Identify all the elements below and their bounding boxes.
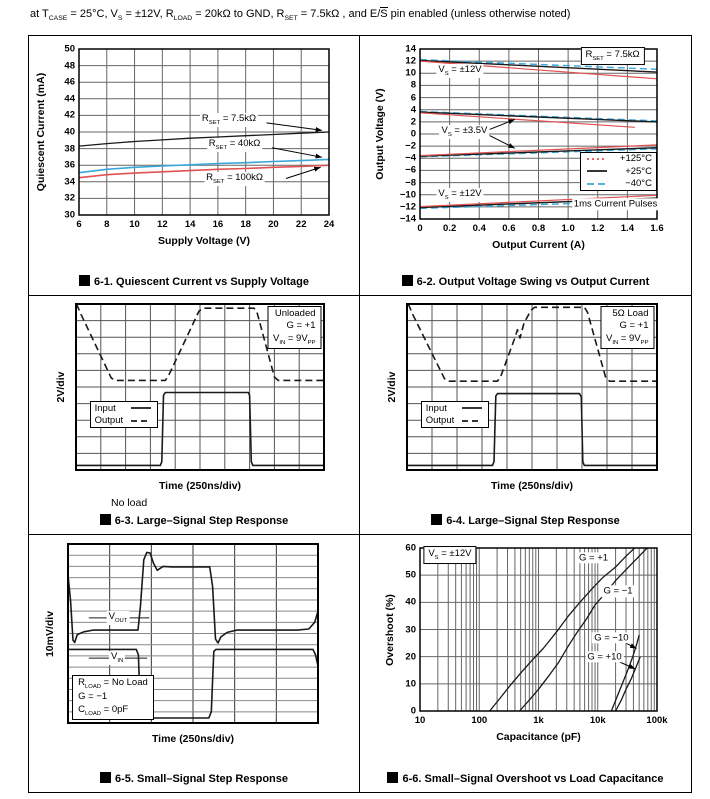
figure-6-3-caption — [29, 514, 359, 527]
figure-6-2-caption-text: 6-2. Output Voltage Swing vs Output Current — [416, 276, 650, 288]
x-tick-label: 10 — [414, 715, 426, 726]
y-tick-label: −12 — [399, 201, 416, 213]
figure-6-1-caption-text: 6-1. Quiescent Current vs Supply Voltage — [94, 276, 309, 288]
annotation-arrow — [267, 123, 323, 130]
x-axis-label: Time (250ns/div) — [158, 480, 242, 492]
x-tick-label: 10 — [129, 219, 140, 230]
figure-cell-6-6 — [360, 535, 691, 792]
legend-box — [580, 152, 657, 192]
y-tick-label: 44 — [64, 93, 75, 105]
x-tick-label: 12 — [157, 219, 168, 230]
legend-box — [421, 401, 489, 428]
y-tick-label: −6 — [405, 164, 416, 176]
figure-6-6-caption — [360, 772, 691, 785]
y-tick-label: 4 — [410, 104, 416, 116]
x-tick-label: 0.8 — [531, 223, 546, 234]
y-tick-label: 20 — [405, 651, 416, 663]
chart-note: No load — [111, 497, 148, 509]
annotation-label: G = −10 — [594, 631, 629, 643]
x-tick-label: 0.6 — [502, 223, 516, 234]
legend-entry — [581, 165, 656, 178]
annotation-label: $V_S = \pm 3.5V$ — [441, 125, 488, 139]
y-tick-label: −4 — [405, 152, 416, 164]
x-axis-label: Capacitance (pF) — [496, 731, 581, 743]
figure-glyph: 图 — [432, 514, 442, 524]
chart-6-3 — [29, 296, 359, 534]
y-axis-label: Output Voltage (V) — [374, 88, 386, 180]
legend-box — [90, 401, 158, 428]
annotation-label: $V_S = \pm 12V$ — [438, 64, 482, 78]
y-tick-label: 42 — [64, 109, 75, 121]
x-tick-label: 24 — [323, 219, 335, 230]
chart-6-5 — [29, 535, 359, 792]
annotation-arrow — [490, 119, 515, 129]
y-tick-label: 0 — [410, 128, 416, 140]
legend-entry-label: Output — [425, 415, 455, 427]
legend-entry-label: +25°C — [625, 165, 652, 177]
y-tick-label: 2 — [410, 116, 416, 128]
annotation-label: $V_{OUT}$ — [108, 610, 128, 624]
x-tick-label: 6 — [76, 219, 82, 230]
figure-cell-6-3 — [29, 296, 360, 535]
legend-entry — [581, 153, 656, 166]
x-tick-label: 18 — [240, 219, 251, 230]
y-tick-label: −2 — [405, 140, 416, 152]
chart-6-2 — [360, 36, 691, 295]
annotation-label: $V_S = \pm 12V$ — [438, 187, 482, 201]
figure-6-2-caption — [360, 275, 691, 288]
x-tick-label: 1.2 — [591, 223, 605, 234]
figure-cell-6-2 — [360, 36, 691, 296]
legend-line-sample — [585, 155, 609, 163]
test-conditions-header: at $T_{CASE} = 25^\circ C$, $V_S = \pm 12V$, $R_{LOAD} = 20k\Omega$ to GND, $R_{SET} = 7.5k\Omega$ , and E/S pin enabled (unless otherwise noted) — [30, 8, 571, 23]
y-tick-label: −14 — [399, 213, 416, 225]
y-tick-label: 0 — [410, 705, 416, 717]
y-tick-label: 14 — [405, 43, 416, 55]
figure-6-4-caption — [360, 514, 691, 527]
y-tick-label: 10 — [405, 67, 416, 79]
y-tick-label: 46 — [64, 76, 75, 88]
annotation-label: $V_{IN}$ — [111, 651, 124, 665]
y-tick-label: 8 — [410, 79, 416, 91]
x-axis-label: Supply Voltage (V) — [158, 235, 250, 247]
legend-entry-label: +125°C — [619, 153, 652, 165]
y-tick-label: 30 — [64, 209, 75, 221]
y-tick-label: 36 — [64, 159, 75, 171]
legend-line-sample — [585, 180, 609, 188]
x-tick-label: 0.2 — [443, 223, 457, 234]
y-axis-label: 2V/div — [386, 371, 398, 403]
x-tick-label: 1k — [533, 715, 544, 726]
x-tick-label: 1.6 — [650, 223, 664, 234]
plot-6-6 — [420, 548, 657, 711]
y-tick-label: 30 — [405, 624, 416, 635]
legend-entry — [91, 402, 157, 415]
annotation-arrow — [272, 148, 322, 158]
legend-line-sample — [585, 167, 609, 175]
chart-6-6 — [360, 535, 691, 792]
y-tick-label: 50 — [405, 569, 416, 581]
series-RSET = 7.5kΩ — [79, 132, 329, 146]
figure-glyph: 图 — [80, 275, 90, 285]
annotation-label: G = +1 — [579, 551, 609, 563]
legend-line-sample — [460, 417, 484, 425]
figure-6-3-caption-text: 6-3. Large–Signal Step Response — [114, 515, 289, 527]
figures-table — [28, 35, 692, 793]
figure-cell-6-5 — [29, 535, 360, 792]
conditions-box: 5Ω Load G = +1 $V_{IN} = 9V_{PP}$ — [600, 306, 655, 349]
y-tick-label: −10 — [399, 189, 416, 201]
x-tick-label: 100 — [471, 715, 488, 726]
chart-6-1 — [29, 36, 359, 295]
figure-cell-6-1 — [29, 36, 360, 296]
annotation-label: $R_{SET} = 40k\Omega$ — [208, 138, 261, 152]
y-tick-label: 6 — [410, 92, 416, 104]
y-axis-label: 2V/div — [55, 371, 67, 403]
y-tick-label: 48 — [64, 60, 75, 72]
legend-entry — [422, 402, 488, 415]
legend-entry-label: Output — [94, 415, 124, 427]
y-tick-label: 40 — [64, 126, 75, 138]
figure-glyph: 图 — [100, 772, 110, 782]
legend-entry-label: Input — [425, 402, 447, 414]
x-axis-label: Time (250ns/div) — [151, 733, 235, 745]
y-axis-label: Quiescent Current (mA) — [35, 72, 47, 192]
annotation-label: G = +10 — [587, 650, 622, 662]
y-axis-label: 10mV/div — [44, 610, 56, 657]
figure-6-6-caption-text: 6-6. Small–Signal Overshoot vs Load Capacitance — [402, 773, 664, 785]
x-tick-label: 1.4 — [620, 223, 634, 234]
x-tick-label: 8 — [104, 219, 110, 230]
figure-6-1-caption — [29, 275, 359, 288]
y-tick-label: 50 — [64, 43, 75, 55]
x-tick-label: 16 — [212, 219, 224, 230]
legend-entry — [422, 415, 488, 428]
legend-entry-label: −40°C — [625, 178, 652, 190]
legend-line-sample — [460, 404, 484, 412]
x-tick-label: 0.4 — [472, 223, 486, 234]
conditions-box: Unloaded G = +1 $V_{IN} = 9V_{PP}$ — [267, 306, 322, 349]
y-tick-label: 40 — [405, 596, 416, 608]
y-tick-label: 12 — [405, 55, 416, 67]
figure-6-5-caption-text: 6-5. Small–Signal Step Response — [114, 773, 288, 785]
annotation-label: $R_{SET} = 100k\Omega$ — [206, 172, 263, 186]
x-tick-label: 14 — [184, 219, 196, 230]
legend-entry — [581, 178, 656, 191]
y-tick-label: 38 — [64, 143, 75, 155]
figure-glyph: 图 — [100, 514, 110, 524]
annotation-label: $R_{SET} = 7.5k\Omega$ — [201, 112, 257, 126]
conditions-box: $R_{LOAD} = No$ Load G = −1 $C_{LOAD} = 0pF$ — [72, 675, 154, 720]
legend-entry-label: Input — [94, 402, 116, 414]
x-axis-label: Output Current (A) — [492, 239, 585, 251]
legend-entry — [91, 415, 157, 428]
figure-cell-6-4 — [360, 296, 691, 535]
figure-glyph: 图 — [402, 275, 412, 285]
y-tick-label: 60 — [405, 542, 416, 554]
annotation-box: $R_{SET} = 7.5k\Omega$ — [580, 47, 644, 65]
x-axis-label: Time (250ns/div) — [490, 480, 574, 492]
x-tick-label: 10k — [589, 715, 606, 726]
legend-line-sample — [129, 417, 153, 425]
y-tick-label: −8 — [405, 177, 416, 189]
figure-glyph: 图 — [388, 772, 398, 782]
figure-6-4-caption-text: 6-4. Large–Signal Step Response — [446, 515, 620, 527]
x-tick-label: 100k — [646, 715, 668, 726]
y-axis-label: Overshoot (%) — [384, 593, 396, 666]
x-tick-label: 20 — [268, 219, 279, 230]
legend-line-sample — [129, 404, 153, 412]
y-tick-label: 10 — [405, 678, 416, 690]
y-tick-label: 32 — [64, 192, 75, 204]
chart-6-4 — [360, 296, 691, 534]
x-tick-label: 1.0 — [561, 223, 575, 234]
annotation-box: $V_S = \pm 12V$ — [423, 546, 476, 564]
annotation-arrow — [286, 167, 321, 178]
x-tick-label: 22 — [295, 219, 307, 230]
plot-6-1 — [79, 49, 329, 215]
x-tick-label: 0 — [417, 223, 423, 234]
annotation-label: G = −1 — [603, 585, 633, 597]
figure-6-5-caption — [29, 772, 359, 785]
y-tick-label: 34 — [64, 176, 75, 188]
annotation-label: 1ms Current Pulses — [573, 198, 658, 210]
